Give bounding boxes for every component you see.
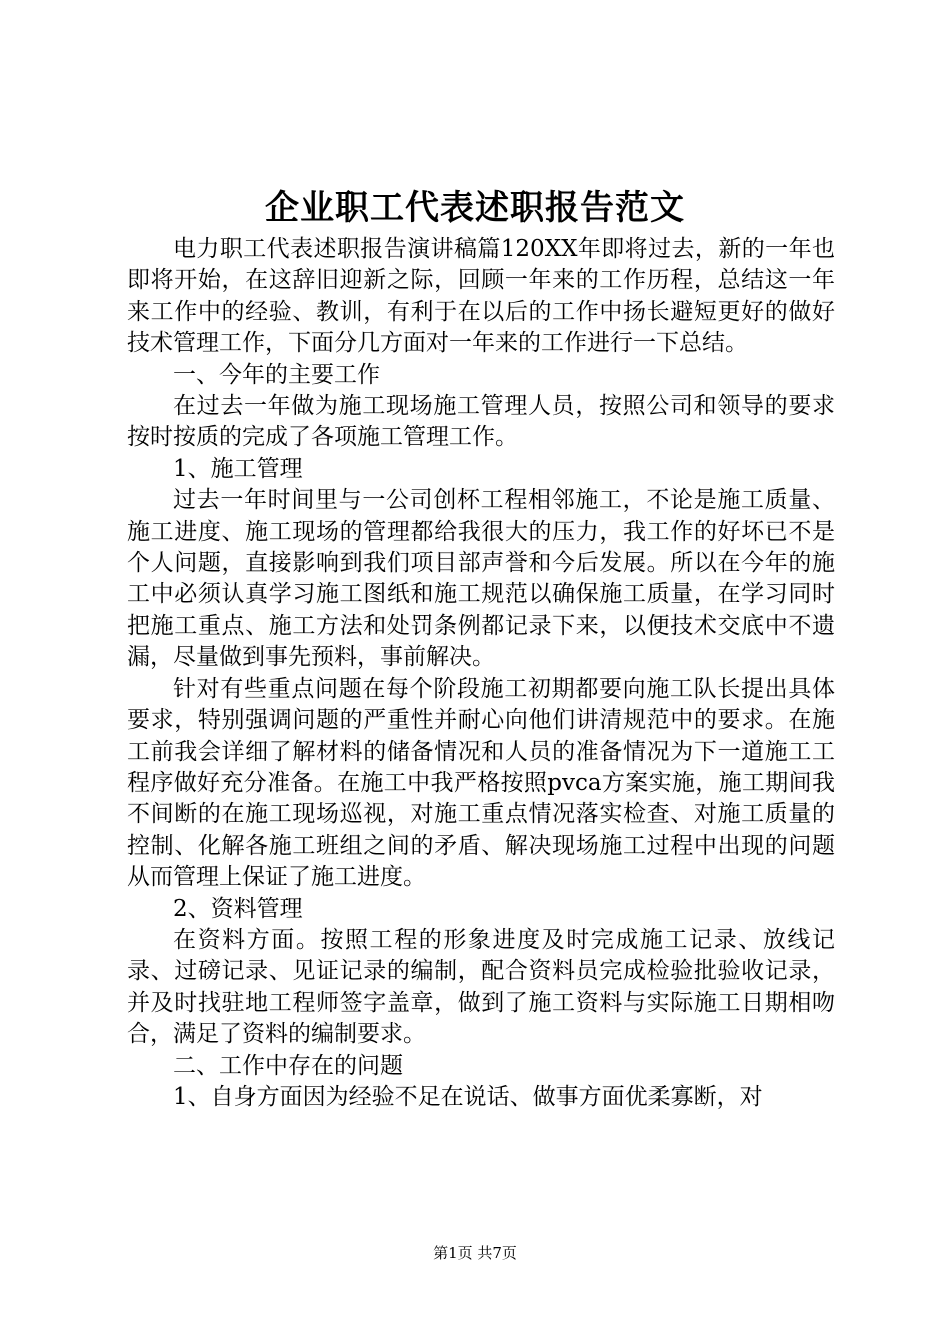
- heading-problems: 二、工作中存在的问题: [173, 1052, 403, 1079]
- heading-construction-management: 1、施工管理: [173, 455, 303, 482]
- paragraph-construction-management-1: 过去一年时间里与一公司创杯工程相邻施工，不论是施工质量、施工进度、施工现场的管理都给我很大的压力，我工作的好坏已不是个人问题，直接影响到我们项目部声誉和今后发展。所以在今年的施工中必须认真学习施工图纸和施工规范以确保施工质量，在学习同时把施工重点、施工方法和处罚条例都记录下来，以便技术交底中不遗漏，尽量做到事先预料，事前解决。: [127, 487, 835, 671]
- paragraph-intro: 电力职工代表述职报告演讲稿篇120XX年即将过去，新的一年也即将开始，在这辞旧迎新之际，回顾一年来的工作历程，总结这一年来工作中的经验、教训，有利于在以后的工作中扬长避短更好的做好技术管理工作，下面分几方面对一年来的工作进行一下总结。: [127, 236, 835, 357]
- heading-document-management: 2、资料管理: [173, 895, 303, 922]
- paragraph-document-management: 在资料方面。按照工程的形象进度及时完成施工记录、放线记录、过磅记录、见证记录的编制，配合资料员完成检验批验收记录，并及时找驻地工程师签字盖章，做到了施工资料与实际施工日期相吻合，满足了资料的编制要求。: [127, 926, 835, 1048]
- document-title: 企业职工代表述职报告范文: [265, 188, 685, 228]
- document-body: [127, 234, 835, 1113]
- page-number: 第1页 共7页: [433, 1244, 517, 1262]
- paragraph-main-work: 在过去一年做为施工现场施工管理人员，按照公司和领导的要求按时按质的完成了各项施工管理工作。: [127, 393, 835, 451]
- paragraph-construction-management-2: 针对有些重点问题在每个阶段施工初期都要向施工队长提出具体要求，特别强调问题的严重性并耐心向他们讲清规范中的要求。在施工前我会详细了解材料的储备情况和人员的准备情况为下一道施工工程序做好充分准备。在施工中我严格按照pvca方案实施，施工期间我不间断的在施工现场巡视，对施工重点情况落实检查、对施工质量的控制、化解各施工班组之间的矛盾、解决现场施工过程中出现的问题从而管理上保证了施工进度。: [127, 675, 835, 891]
- heading-main-work: 一、今年的主要工作: [173, 361, 380, 388]
- paragraph-problems-1: 1、自身方面因为经验不足在说话、做事方面优柔寡断，对: [173, 1083, 763, 1110]
